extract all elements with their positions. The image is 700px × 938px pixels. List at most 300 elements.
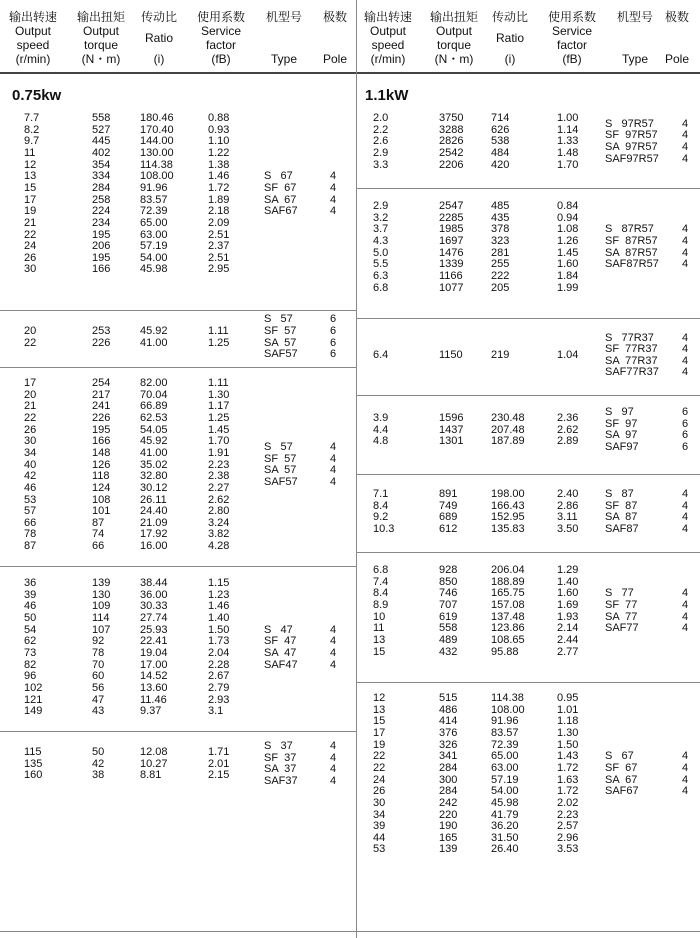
type-list — [605, 588, 696, 635]
table-row — [0, 613, 356, 625]
table-row — [0, 253, 356, 265]
header-type-en: Type — [270, 52, 297, 66]
cell-ratio: 63.00 — [140, 228, 168, 241]
cell-factor: 2.77 — [557, 645, 579, 658]
header-ratio-unit: (i) — [153, 52, 165, 66]
cell-speed: 30 — [24, 435, 37, 448]
table-row — [357, 565, 700, 577]
header-factor-zh: 使用系数 — [547, 10, 596, 24]
cell-speed: 96 — [24, 670, 37, 683]
pole-count: 4 — [682, 152, 689, 165]
cell-ratio: 62.53 — [140, 411, 168, 424]
cell-factor: 2.37 — [208, 240, 230, 253]
header-factor-en1: Service — [551, 24, 592, 38]
cell-torque: 217 — [92, 388, 111, 401]
pole-count: 4 — [682, 511, 689, 524]
header-speed-en2: speed — [16, 38, 50, 52]
cell-torque: 1697 — [439, 234, 464, 247]
table-row — [0, 706, 356, 718]
header-type-en: Type — [621, 52, 648, 66]
cell-torque: 139 — [439, 843, 458, 856]
table-row — [357, 728, 700, 740]
group-divider — [357, 474, 700, 475]
type-list — [264, 314, 344, 361]
cell-torque: 50 — [92, 746, 105, 758]
cell-factor: 1.60 — [557, 587, 579, 600]
pole-count: 4 — [682, 354, 689, 367]
cell-ratio: 114.38 — [491, 692, 524, 704]
type-code: S 87R57 — [605, 223, 654, 236]
cell-ratio: 32.80 — [140, 470, 168, 483]
cell-ratio: 63.00 — [491, 761, 519, 774]
table-row — [0, 590, 356, 602]
type-code: S 97 — [605, 406, 634, 419]
cell-factor: 1.30 — [557, 726, 579, 739]
pole-count: 6 — [682, 441, 689, 454]
table-row — [357, 844, 700, 856]
type-code: SF 37 — [264, 751, 297, 764]
table-row — [0, 578, 356, 590]
cell-factor: 1.69 — [557, 598, 579, 611]
cell-speed: 22 — [24, 228, 37, 241]
cell-torque: 195 — [92, 251, 111, 264]
pole-count: 4 — [682, 499, 689, 512]
cell-torque: 92 — [92, 635, 105, 648]
cell-torque: 1339 — [439, 258, 464, 271]
cell-ratio: 65.00 — [140, 216, 168, 229]
header-speed-en1: Output — [369, 24, 407, 38]
group-divider — [0, 310, 356, 311]
table-row — [357, 810, 700, 822]
cell-factor: 3.50 — [557, 522, 579, 535]
cell-torque: 2547 — [439, 200, 464, 212]
group-divider — [0, 731, 356, 732]
cell-factor: 0.88 — [208, 112, 230, 124]
pole-count: 4 — [330, 751, 337, 764]
cell-ratio: 378 — [491, 223, 510, 236]
header-type-zh: 机型号 — [265, 10, 302, 24]
cell-ratio: 255 — [491, 258, 510, 271]
cell-torque: 558 — [92, 112, 111, 124]
cell-ratio: 82.00 — [140, 377, 168, 389]
cell-torque: 2826 — [439, 135, 464, 148]
cell-ratio: 91.96 — [491, 715, 519, 728]
type-list — [605, 333, 696, 380]
cell-factor: 2.62 — [208, 493, 230, 506]
cell-torque: 489 — [439, 633, 458, 646]
type-list — [264, 442, 344, 489]
cell-ratio: 41.79 — [491, 808, 519, 821]
header-pole-en: Pole — [665, 52, 690, 66]
type-list — [605, 119, 696, 166]
pole-count: 6 — [682, 417, 689, 430]
pole-count: 4 — [682, 258, 689, 271]
cell-ratio: 30.12 — [140, 481, 168, 494]
cell-torque: 414 — [439, 715, 458, 728]
cell-torque: 1301 — [439, 435, 464, 448]
cell-speed: 39 — [373, 820, 386, 833]
cell-factor: 2.02 — [557, 796, 579, 809]
cell-torque: 139 — [92, 577, 111, 589]
type-code: S 57 — [264, 313, 293, 326]
cell-torque: 254 — [92, 377, 111, 389]
cell-ratio: 36.00 — [140, 588, 168, 601]
cell-ratio: 10.27 — [140, 757, 168, 770]
cell-torque: 166 — [92, 435, 111, 448]
header-torque-unit: (N・m) — [434, 52, 474, 66]
cell-factor: 1.72 — [557, 761, 579, 774]
cell-speed: 5.0 — [373, 246, 389, 259]
cell-torque: 445 — [92, 135, 111, 148]
cell-torque: 2206 — [439, 158, 464, 171]
cell-ratio: 91.96 — [140, 181, 168, 194]
cell-torque: 486 — [439, 703, 458, 716]
cell-ratio: 152.95 — [491, 511, 525, 524]
type-code: SA 77R37 — [605, 354, 658, 367]
cell-speed: 2.6 — [373, 135, 389, 148]
cell-factor: 1.04 — [557, 349, 579, 361]
type-entry — [605, 154, 696, 166]
table-row — [0, 601, 356, 613]
pole-count: 4 — [330, 441, 337, 454]
cell-torque: 1476 — [439, 246, 464, 259]
cell-torque: 2285 — [439, 211, 464, 224]
type-entry — [605, 236, 696, 248]
cell-ratio: 45.92 — [140, 435, 168, 448]
pole-count: 4 — [330, 193, 337, 206]
cell-speed: 160 — [24, 769, 43, 782]
cell-ratio: 14.52 — [140, 670, 168, 683]
cell-ratio: 12.08 — [140, 746, 168, 758]
type-code: SA 67 — [264, 193, 297, 206]
type-entry — [605, 259, 696, 271]
cell-factor: 2.18 — [208, 205, 230, 218]
type-entry — [264, 648, 344, 660]
cell-torque: 558 — [439, 622, 458, 635]
header-ratio-en: Ratio — [495, 31, 524, 45]
cell-torque: 891 — [439, 488, 458, 500]
cell-factor: 2.27 — [208, 481, 230, 494]
type-code: SA 87 — [605, 511, 638, 524]
cell-factor: 1.43 — [557, 750, 579, 763]
cell-speed: 82 — [24, 658, 37, 671]
cell-speed: 135 — [24, 757, 43, 770]
cell-speed: 46 — [24, 481, 37, 494]
cell-torque: 300 — [439, 773, 458, 786]
cell-ratio: 9.37 — [140, 705, 162, 718]
cell-speed: 57 — [24, 505, 37, 518]
cell-ratio: 714 — [491, 112, 510, 124]
cell-factor: 2.51 — [208, 228, 230, 241]
pole-count: 4 — [682, 343, 689, 356]
header-pole — [316, 10, 354, 66]
pole-count: 6 — [682, 406, 689, 419]
type-code: SF 97 — [605, 417, 638, 430]
table-header — [0, 0, 356, 71]
header-torque-zh: 输出扭矩 — [76, 10, 125, 24]
cell-ratio: 17.92 — [140, 528, 168, 541]
type-entry — [264, 326, 344, 338]
cell-factor: 1.72 — [557, 785, 579, 798]
cell-factor: 1.18 — [557, 715, 579, 728]
cell-ratio: 54.00 — [140, 251, 168, 264]
table-row — [0, 390, 356, 402]
cell-torque: 746 — [439, 587, 458, 600]
pole-count: 6 — [330, 313, 337, 326]
header-ratio-zh: 传动比 — [491, 10, 528, 24]
type-code: SA 57 — [264, 336, 297, 349]
pole-count: 4 — [330, 475, 337, 488]
pole-count: 4 — [682, 750, 689, 763]
cell-torque: 206 — [92, 240, 111, 253]
cell-factor: 2.93 — [208, 693, 230, 706]
cell-torque: 78 — [92, 646, 105, 659]
cell-speed: 2.9 — [373, 146, 389, 159]
cell-speed: 7.4 — [373, 575, 389, 588]
cell-ratio: 22.41 — [140, 635, 168, 648]
cell-factor: 2.38 — [208, 470, 230, 483]
table-row — [0, 413, 356, 425]
header-speed-zh: 输出转速 — [363, 10, 412, 24]
type-code: SAF57 — [264, 475, 298, 488]
cell-ratio: 222 — [491, 269, 510, 282]
cell-speed: 30 — [24, 263, 37, 276]
cell-speed: 2.0 — [373, 112, 389, 124]
group-divider — [357, 318, 700, 319]
cell-speed: 26 — [24, 423, 37, 436]
pole-count: 4 — [682, 610, 689, 623]
cell-ratio: 35.02 — [140, 458, 168, 471]
cell-speed: 2.9 — [373, 200, 389, 212]
section-title: 0.75kw — [12, 87, 62, 104]
cell-factor: 1.08 — [557, 223, 579, 236]
header-ratio-zh: 传动比 — [140, 10, 177, 24]
cell-speed: 13 — [373, 633, 386, 646]
cell-speed: 53 — [373, 843, 386, 856]
cell-torque: 284 — [92, 181, 111, 194]
cell-factor: 1.17 — [208, 400, 230, 413]
cell-speed: 78 — [24, 528, 37, 541]
cell-factor: 2.95 — [208, 263, 230, 276]
cell-factor: 2.79 — [208, 681, 230, 694]
cell-ratio: 13.60 — [140, 681, 168, 694]
cell-factor: 2.14 — [557, 622, 579, 635]
cell-factor: 1.60 — [557, 258, 579, 271]
cell-ratio: 21.09 — [140, 516, 168, 529]
header-torque — [70, 10, 132, 66]
cell-ratio: 135.83 — [491, 522, 525, 535]
cell-speed: 12 — [373, 692, 386, 704]
cell-speed: 34 — [373, 808, 386, 821]
cell-ratio: 538 — [491, 135, 510, 148]
cell-factor: 1.48 — [557, 146, 579, 159]
cell-speed: 10.3 — [373, 522, 395, 535]
type-list — [605, 489, 696, 536]
header-speed — [359, 10, 417, 66]
cell-torque: 56 — [92, 681, 105, 694]
cell-speed: 17 — [373, 726, 386, 739]
cell-factor: 2.09 — [208, 216, 230, 229]
pole-count: 4 — [682, 622, 689, 635]
cell-ratio: 219 — [491, 349, 510, 361]
cell-torque: 226 — [92, 336, 111, 349]
table-row — [357, 716, 700, 728]
cell-torque: 74 — [92, 528, 105, 541]
header-ratio — [485, 10, 535, 66]
pole-count: 4 — [682, 141, 689, 154]
table-row — [357, 635, 700, 647]
table-row — [0, 529, 356, 541]
cell-factor: 3.24 — [208, 516, 230, 529]
cell-torque: 258 — [92, 193, 111, 206]
cell-factor: 2.23 — [557, 808, 579, 821]
table-row — [357, 705, 700, 717]
header-speed-unit: (r/min) — [15, 52, 51, 66]
cell-ratio: 24.40 — [140, 505, 168, 518]
table-row — [357, 201, 700, 213]
type-code: SA 77 — [605, 610, 638, 623]
cell-speed: 13 — [373, 703, 386, 716]
cell-speed: 24 — [373, 773, 386, 786]
pole-count: 4 — [682, 598, 689, 611]
pole-count: 4 — [682, 587, 689, 600]
table-row — [0, 125, 356, 137]
cell-torque: 47 — [92, 693, 105, 706]
cell-speed: 54 — [24, 623, 37, 636]
cell-torque: 1437 — [439, 423, 464, 436]
type-code: SAF77R37 — [605, 366, 659, 379]
cell-factor: 1.91 — [208, 446, 230, 459]
cell-torque: 284 — [439, 761, 458, 774]
cell-factor: 2.36 — [557, 412, 579, 424]
header-speed — [4, 10, 62, 66]
header-factor — [541, 10, 603, 66]
cell-speed: 4.3 — [373, 234, 389, 247]
cell-ratio: 45.92 — [140, 325, 168, 337]
cell-factor: 2.67 — [208, 670, 230, 683]
cell-speed: 6.4 — [373, 349, 389, 361]
table-row — [0, 218, 356, 230]
cell-factor: 1.11 — [208, 377, 229, 389]
cell-ratio: 41.00 — [140, 446, 168, 459]
cell-ratio: 95.88 — [491, 645, 519, 658]
cell-ratio: 70.04 — [140, 388, 168, 401]
pole-count: 4 — [682, 488, 689, 500]
cell-factor: 2.15 — [208, 769, 230, 782]
pole-count: 4 — [330, 763, 337, 776]
cell-factor: 1.01 — [557, 703, 579, 716]
section-1-1kw — [357, 0, 700, 938]
table-row — [357, 821, 700, 833]
cell-factor: 1.15 — [208, 577, 230, 589]
cell-torque: 148 — [92, 446, 111, 459]
pole-count: 4 — [682, 761, 689, 774]
group-divider — [0, 367, 356, 368]
cell-factor: 3.1 — [208, 705, 224, 718]
cell-ratio: 45.98 — [140, 263, 168, 276]
type-entry — [605, 786, 696, 798]
table-row — [357, 833, 700, 845]
cell-factor: 0.94 — [557, 211, 579, 224]
cell-torque: 527 — [92, 123, 111, 136]
pole-count: 4 — [682, 234, 689, 247]
table-row — [0, 241, 356, 253]
table-row — [0, 230, 356, 242]
cell-ratio: 27.74 — [140, 611, 168, 624]
cell-torque: 2542 — [439, 146, 464, 159]
header-ratio-en: Ratio — [144, 31, 173, 45]
cell-ratio: 165.75 — [491, 587, 525, 600]
header-pole-zh: 极数 — [665, 10, 690, 24]
cell-ratio: 198.00 — [491, 488, 525, 500]
cell-speed: 19 — [373, 738, 386, 751]
cell-speed: 12 — [24, 158, 37, 171]
header-factor-zh: 使用系数 — [196, 10, 245, 24]
cell-ratio: 130.00 — [140, 146, 174, 159]
cell-speed: 149 — [24, 705, 43, 718]
pole-count: 4 — [330, 775, 337, 788]
cell-torque: 326 — [439, 738, 458, 751]
pole-count: 6 — [330, 325, 337, 337]
table-row — [0, 495, 356, 507]
cell-torque: 87 — [92, 516, 105, 529]
pole-count: 4 — [682, 246, 689, 259]
table-row — [357, 693, 700, 705]
pole-count: 4 — [330, 464, 337, 477]
cell-torque: 334 — [92, 170, 111, 183]
cell-ratio: 65.00 — [491, 750, 519, 763]
cell-factor: 1.73 — [208, 635, 230, 648]
pole-count: 4 — [682, 129, 689, 142]
cell-speed: 121 — [24, 693, 43, 706]
cell-torque: 66 — [92, 540, 105, 553]
header-divider — [0, 72, 356, 74]
cell-speed: 8.4 — [373, 499, 389, 512]
cell-ratio: 26.40 — [491, 843, 519, 856]
cell-ratio: 16.00 — [140, 540, 168, 553]
cell-torque: 234 — [92, 216, 111, 229]
cell-torque: 124 — [92, 481, 111, 494]
group-divider — [0, 566, 356, 567]
cell-speed: 19 — [24, 205, 37, 218]
cell-factor: 2.04 — [208, 646, 230, 659]
cell-ratio: 54.00 — [491, 785, 519, 798]
type-code: SA 67 — [605, 773, 638, 786]
cell-ratio: 170.40 — [140, 123, 174, 136]
cell-factor: 2.96 — [557, 831, 579, 844]
cell-torque: 612 — [439, 522, 458, 535]
cell-torque: 60 — [92, 670, 105, 683]
type-code: SAF57 — [264, 348, 298, 361]
cell-factor: 2.86 — [557, 499, 579, 512]
type-code: SA 97R57 — [605, 141, 658, 154]
cell-speed: 20 — [24, 325, 37, 337]
cell-torque: 402 — [92, 146, 111, 159]
cell-speed: 22 — [24, 411, 37, 424]
cell-ratio: 83.57 — [491, 726, 519, 739]
cell-speed: 17 — [24, 377, 37, 389]
cell-ratio: 207.48 — [491, 423, 525, 436]
cell-speed: 40 — [24, 458, 37, 471]
type-entry — [605, 763, 696, 775]
cell-speed: 5.5 — [373, 258, 389, 271]
header-torque — [423, 10, 485, 66]
cell-factor: 1.50 — [557, 738, 579, 751]
cell-torque: 376 — [439, 726, 458, 739]
table-row — [357, 798, 700, 810]
type-code: SAF67 — [264, 205, 298, 218]
type-code: SAF67 — [605, 785, 639, 798]
